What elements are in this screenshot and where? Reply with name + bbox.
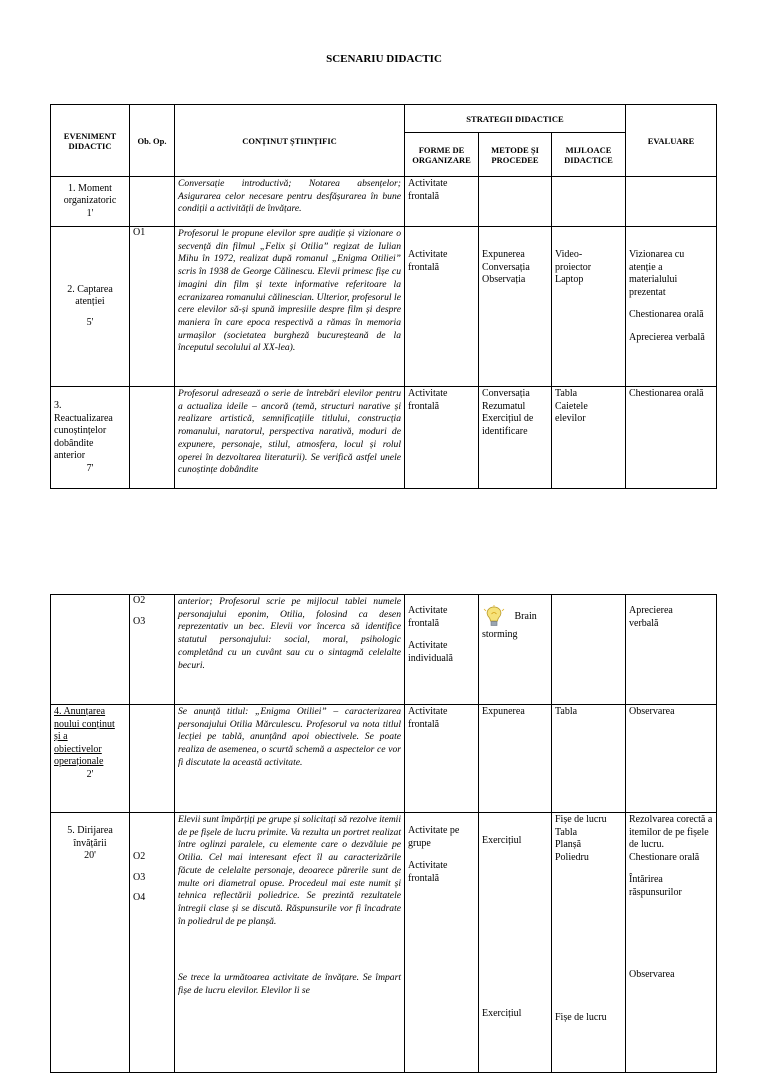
metode-cell: Conversația Rezumatul Exercițiul de identificare — [479, 387, 552, 489]
evaluare-cell: Aprecierea verbală — [626, 595, 717, 705]
evaluare-cell — [626, 177, 717, 227]
continut-cell: Profesorul adresează o serie de întrebări elevilor pentru a actualiza ideile – ancoră (temă, structuri narative și realizare artistică, semnificațiile titlului, construcția romanului, naratorul, perspectiva narativă, moduri de expunere, personaje, stilul, atmosfera, locul și rolul operei în dezvoltarea literaturii). Se verifică astfel unele cunoștințe dobândite — [175, 387, 405, 489]
continut-cell: Elevii sunt împărțiți pe grupe și solicitați să rezolve itemii de pe fișele de lucru primite. Va rezulta un portret realizat între oglinzi paralele, cu elemente care o dezvăluie pe Otilia. Cel mai interesant efect îl au caracterizările făcute de celelalte personaje, deoarece părerile sunt de multe ori diametral opuse. Procedeul mai este numit și tehnica reflectării poliedrice. Se prezintă rezultatele întregii clase și se discută. Răspunsurile vor fi încadrate în poliedrul de pe planșă. Se trece la următoarea activitate de învățare. Se împart fișe de lucru elevilor. Elevilor li se — [175, 813, 405, 1073]
continut-cell: Profesorul le propune elevilor spre audiție și vizionare o secvență din filmul „Felix și Otilia” regizat de Iulian Mihu în 1972, realizat după romanul „Enigma Otiliei” scris în 1938 de George Călinescu. Elevii primesc fișe cu imagini din film și texte informative referitoare la ecranizarea romanului călinescian. Ulterior, profesorul le cere elevilor să-și spună impresiile despre film și despre maniera în care epoca respectivă a rămas în memoria urmașilor (societatea burgheză bucureșteană de la începutul secolului al XX-lea). — [175, 227, 405, 387]
table-row — [51, 705, 717, 813]
ob-cell: O1 — [130, 227, 175, 387]
eveniment-cell: 2. Captarea atenției 5' — [51, 227, 130, 387]
table-row — [51, 387, 717, 489]
eveniment-cell: 3. Reactualizarea cunoștințelor dobândite anterior 7' — [51, 387, 130, 489]
ob-cell: O2 O3 O4 — [130, 813, 175, 1073]
eveniment-cell — [51, 595, 130, 705]
evaluare-cell: Chestionarea orală — [626, 387, 717, 489]
metode-cell: Expunerea — [479, 705, 552, 813]
header-strategii: STRATEGII DIDACTICE — [405, 105, 626, 133]
forme-cell: Activitate frontală Activitate individuală — [405, 595, 479, 705]
mijloace-cell: Tabla — [552, 705, 626, 813]
mijloace-cell: Video- proiector Laptop — [552, 227, 626, 387]
ob-cell — [130, 387, 175, 489]
evaluare-cell: Vizionarea cu atenție a materialului prezentat Chestionarea orală Aprecierea verbală — [626, 227, 717, 387]
ob-cell — [130, 177, 175, 227]
mijloace-cell: Tabla Caietele elevilor — [552, 387, 626, 489]
table-row — [51, 177, 717, 227]
eveniment-cell: 1. Moment organizatoric 1' — [51, 177, 130, 227]
evaluare-cell: Observarea — [626, 705, 717, 813]
mijloace-cell: Fișe de lucru Tabla Planșă Poliedru Fișe de lucru — [552, 813, 626, 1073]
header-ob: Ob. Op. — [130, 105, 175, 177]
mijloace-cell — [552, 595, 626, 705]
continut-cell: Se anunță titlul: „Enigma Otiliei” – caracterizarea personajului Otilia Mărculescu. Profesorul va nota titlul lecției pe tablă, anunțând apoi obiectivele. Se poate realiza de asemenea, o scurtă schemă a aspectelor ce vor fi discutate la această activitate. — [175, 705, 405, 813]
metode-cell: Exercițiul Exercițiul — [479, 813, 552, 1073]
lightbulb-icon — [482, 605, 506, 629]
eveniment-cell: 4. Anunțarea noului conținut și a obiectivelor operaționale 2' — [51, 705, 130, 813]
metode-cell: Expunerea Conversația Observația — [479, 227, 552, 387]
eveniment-cell: 5. Dirijarea învățării 20' — [51, 813, 130, 1073]
header-forme: FORME DE ORGANIZARE — [405, 133, 479, 177]
document-title: SCENARIU DIDACTIC — [326, 53, 442, 65]
header-mijloace: MIJLOACE DIDACTICE — [552, 133, 626, 177]
lesson-table-page-1 — [50, 104, 717, 489]
mijloace-cell — [552, 177, 626, 227]
metode-cell — [479, 177, 552, 227]
ob-cell — [130, 705, 175, 813]
header-metode: METODE ȘI PROCEDEE — [479, 133, 552, 177]
forme-cell: Activitate frontală — [405, 177, 479, 227]
header-eveniment: EVENIMENT DIDACTIC — [51, 105, 130, 177]
forme-cell: Activitate frontală — [405, 705, 479, 813]
header-continut: CONȚINUT ȘTIINȚIFIC — [175, 105, 405, 177]
evaluare-cell: Rezolvarea corectă a itemilor de pe fișele de lucru. Chestionare orală Întărirea răspunsurilor Observarea — [626, 813, 717, 1073]
forme-cell: Activitate frontală — [405, 227, 479, 387]
lesson-table-page-2 — [50, 594, 717, 1073]
metode-cell: Brain storming — [479, 595, 552, 705]
continut-cell: Conversație introductivă; Notarea absențelor; Asigurarea celor necesare pentru desfășurarea în bune condiții a activității de învățare. — [175, 177, 405, 227]
ob-cell: O2 O3 — [130, 595, 175, 705]
forme-cell: Activitate pe grupe Activitate frontală — [405, 813, 479, 1073]
continut-cell: anterior; Profesorul scrie pe mijlocul tablei numele personajului eponim, Otilia, folosind ca desen reprezentativ un bec. Elevii vor încerca să identifice statutul personajului: social, moral, psihologic completând cu un cuvânt sau cu o sintagmă celelalte becuri. — [175, 595, 405, 705]
table-row — [51, 595, 717, 705]
forme-cell: Activitate frontală — [405, 387, 479, 489]
table-row — [51, 227, 717, 387]
header-evaluare: EVALUARE — [626, 105, 717, 177]
table-row — [51, 813, 717, 1073]
